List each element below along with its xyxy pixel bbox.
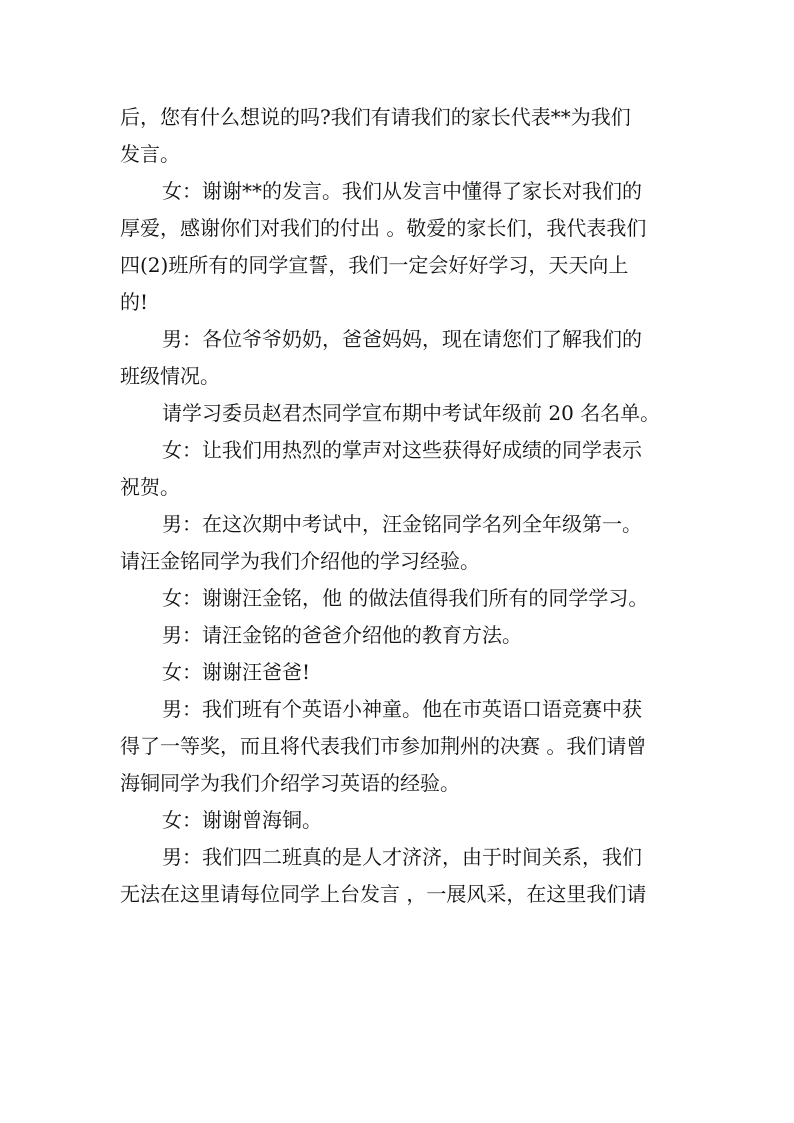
text-line: 女：谢谢曾海铜。 — [162, 808, 322, 832]
text-line: 男：请汪金铭的爸爸介绍他的教育方法。 — [162, 623, 522, 647]
text-line: 后，您有什么想说的吗?我们有请我们的家长代表**为我们 — [120, 105, 631, 129]
text-line: 发言。 — [120, 142, 180, 166]
text-line: 厚爱，感谢你们对我们的付出 。敬爱的家长们，我代表我们 — [120, 216, 647, 240]
text-line: 请汪金铭同学为我们介绍他的学习经验。 — [120, 549, 480, 573]
text-line: 班级情况。 — [120, 364, 220, 388]
text-line: 四(2)班所有的同学宣誓，我们一定会好好学习，天天向上 — [120, 253, 629, 277]
text-line: 得了一等奖，而且将代表我们市参加荆州的决赛 。我们请曾 — [120, 734, 647, 758]
text-line: 男：我们四二班真的是人才济济，由于时间关系，我们 — [162, 845, 642, 869]
text-line: 请学习委员赵君杰同学宣布期中考试年级前 20 名名单。 — [162, 401, 661, 425]
text-line: 女：谢谢汪金铭，他 的做法值得我们所有的同学学习。 — [162, 586, 649, 610]
text-line: 海铜同学为我们介绍学习英语的经验。 — [120, 771, 460, 795]
text-line: 女：让我们用热烈的掌声对这些获得好成绩的同学表示 — [162, 438, 642, 462]
text-line: 男：各位爷爷奶奶，爸爸妈妈，现在请您们了解我们的 — [162, 327, 642, 351]
text-line: 女：谢谢汪爸爸! — [162, 660, 311, 684]
document-body — [120, 99, 690, 913]
text-line: 无法在这里请每位同学上台发言 ，一展风采，在这里我们请 — [120, 882, 647, 906]
text-line: 女：谢谢**的发言。我们从发言中懂得了家长对我们的 — [162, 179, 642, 203]
text-line: 的! — [120, 290, 149, 314]
text-line: 祝贺。 — [120, 475, 180, 499]
text-line: 男：在这次期中考试中，汪金铭同学名列全年级第一。 — [162, 512, 642, 536]
text-line: 男：我们班有个英语小神童。他在市英语口语竞赛中获 — [162, 697, 642, 721]
